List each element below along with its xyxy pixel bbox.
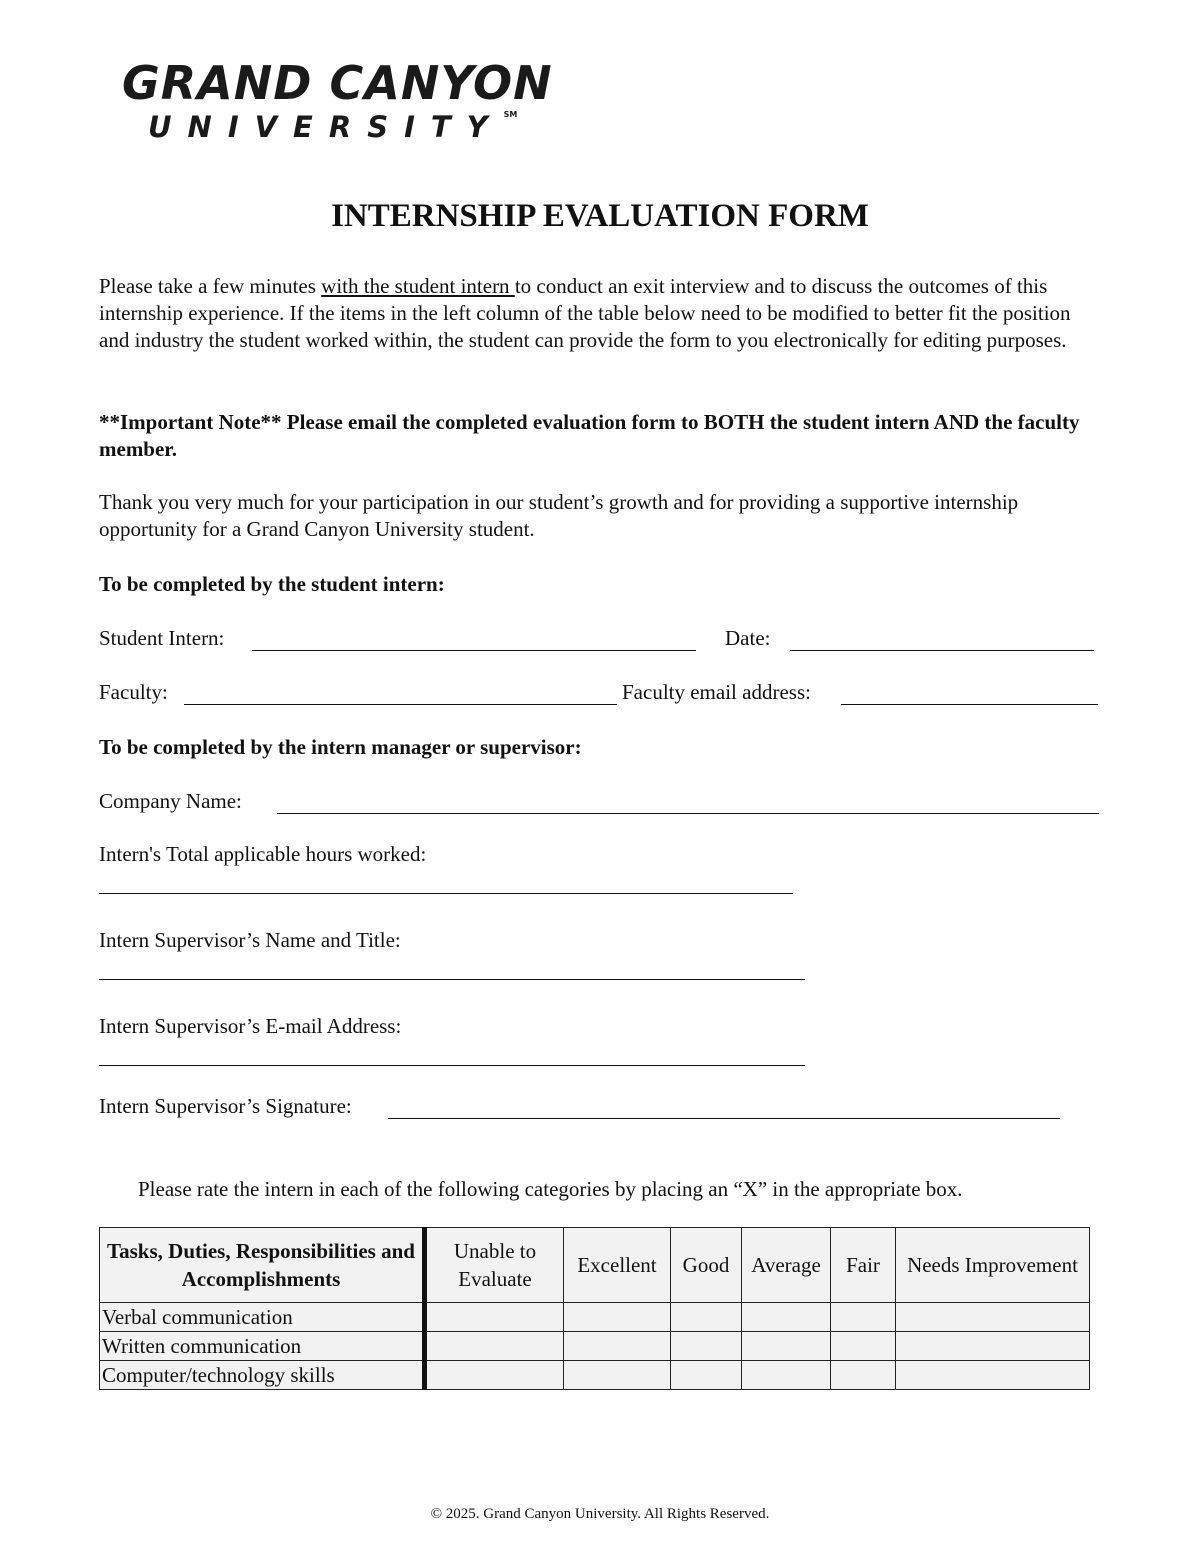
supervisor-email-label: Intern Supervisor’s E-mail Address: (99, 1014, 402, 1038)
date-label: Date: (725, 626, 771, 650)
company-name-field[interactable] (277, 813, 1099, 814)
rating-cell-average[interactable] (742, 1361, 831, 1390)
row-category: Written communication (100, 1332, 425, 1361)
rating-cell-unable[interactable] (425, 1361, 564, 1390)
rating-cell-needs-improvement[interactable] (896, 1361, 1090, 1390)
rating-cell-good[interactable] (671, 1332, 742, 1361)
logo-line-2-text: UNIVERSITY (148, 110, 504, 144)
header-good: Good (671, 1228, 742, 1303)
rating-cell-excellent[interactable] (564, 1332, 671, 1361)
intro-text-1: Please take a few minutes (99, 274, 322, 298)
header-average: Average (742, 1228, 831, 1303)
rating-cell-good[interactable] (671, 1303, 742, 1332)
signature-label: Intern Supervisor’s Signature: (99, 1094, 352, 1118)
intro-underlined: with the student intern (321, 274, 515, 298)
student-intern-label: Student Intern: (99, 626, 225, 650)
table-row (100, 1332, 1090, 1361)
rating-cell-good[interactable] (671, 1361, 742, 1390)
faculty-email-label: Faculty email address: (622, 680, 811, 704)
page-title: INTERNSHIP EVALUATION FORM (331, 198, 869, 234)
faculty-field[interactable] (184, 704, 617, 705)
table-row (100, 1361, 1090, 1390)
rating-table-header (100, 1228, 1090, 1303)
intro-text-2: to conduct an exit interview and to discuss the outcomes of this internship experience. If the items in the left column of the table below need to be modified to better fit the position and industry the student worked within, the student can provide the form to you electronically for editing purposes. (99, 274, 1071, 352)
hours-field[interactable] (99, 893, 793, 894)
faculty-email-field[interactable] (841, 704, 1098, 705)
rating-cell-unable[interactable] (425, 1332, 564, 1361)
rating-cell-average[interactable] (742, 1332, 831, 1361)
rating-cell-fair[interactable] (831, 1303, 896, 1332)
faculty-label: Faculty: (99, 680, 168, 704)
rating-cell-needs-improvement[interactable] (896, 1303, 1090, 1332)
supervisor-section-heading: To be completed by the intern manager or supervisor: (99, 735, 582, 759)
supervisor-name-label: Intern Supervisor’s Name and Title: (99, 928, 401, 952)
supervisor-name-field[interactable] (99, 979, 805, 980)
rating-cell-average[interactable] (742, 1303, 831, 1332)
rating-cell-excellent[interactable] (564, 1361, 671, 1390)
logo-trademark: SM (503, 110, 518, 119)
table-row (100, 1303, 1090, 1332)
student-section-heading: To be completed by the student intern: (99, 572, 445, 596)
header-unable: Unable to Evaluate (425, 1228, 564, 1303)
rating-cell-fair[interactable] (831, 1332, 896, 1361)
row-category: Verbal communication (100, 1303, 425, 1332)
row-category: Computer/technology skills (100, 1361, 425, 1390)
rating-cell-needs-improvement[interactable] (896, 1332, 1090, 1361)
rating-table (99, 1227, 1090, 1390)
student-intern-field[interactable] (252, 650, 696, 651)
rating-cell-unable[interactable] (425, 1303, 564, 1332)
logo-line-1: GRAND CANYON (122, 56, 553, 110)
header-excellent: Excellent (564, 1228, 671, 1303)
header-fair: Fair (831, 1228, 896, 1303)
supervisor-email-field[interactable] (99, 1065, 805, 1066)
header-tasks: Tasks, Duties, Responsibilities and Accomplishments (100, 1228, 425, 1303)
rating-instructions: Please rate the intern in each of the following categories by placing an “X” in the appropriate box. (138, 1177, 963, 1201)
signature-field[interactable] (388, 1118, 1060, 1119)
hours-label: Intern's Total applicable hours worked: (99, 842, 427, 866)
date-field[interactable] (790, 650, 1094, 651)
rating-cell-excellent[interactable] (564, 1303, 671, 1332)
footer-copyright: © 2025. Grand Canyon University. All Rights Reserved. (430, 1506, 770, 1522)
thanks-paragraph: Thank you very much for your participation in our student’s growth and for providing a supportive internship opportunity for a Grand Canyon University student. (99, 490, 1019, 541)
important-note: **Important Note** Please email the completed evaluation form to BOTH the student intern AND the faculty member. (99, 410, 1080, 461)
intro-paragraph (99, 273, 1104, 354)
logo-line-2 (148, 110, 517, 144)
rating-cell-fair[interactable] (831, 1361, 896, 1390)
header-needs-improvement: Needs Improvement (896, 1228, 1090, 1303)
company-name-label: Company Name: (99, 789, 242, 813)
